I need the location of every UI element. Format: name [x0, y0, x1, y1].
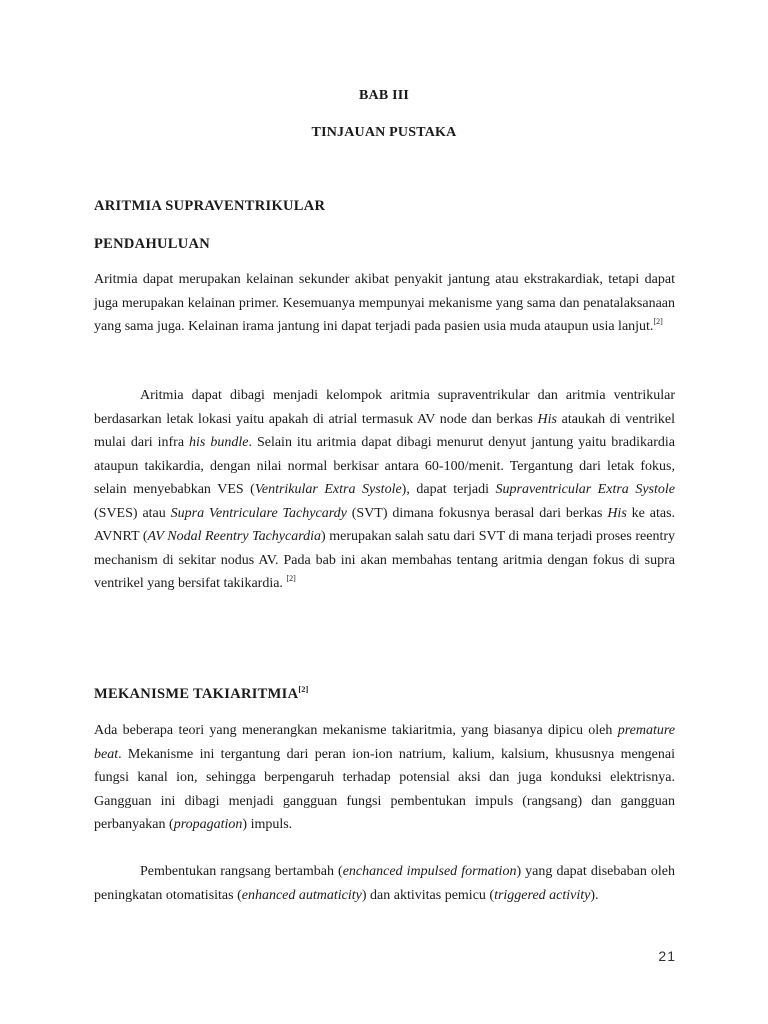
text-run: Ada beberapa teori yang menerangkan mekanisme takiaritmia, yang biasanya dipicu oleh	[94, 723, 618, 738]
mechanism-heading-text: MEKANISME TAKIARITMIA	[94, 686, 299, 702]
text-run: Pembentukan rangsang bertambah (	[140, 864, 343, 879]
italic-term: His	[607, 505, 627, 521]
intro-heading: PENDAHULUAN	[94, 236, 211, 252]
mechanism-heading	[94, 686, 309, 703]
italic-term: propagation	[173, 817, 243, 832]
citation-ref: [2]	[298, 685, 309, 694]
text-run: (SVT) dimana fokusnya berasal dari berkas	[346, 505, 608, 521]
italic-term: Supraventricular Extra Systole	[495, 482, 675, 497]
citation-ref: [2]	[286, 574, 296, 583]
text-run: . Selain itu aritmia dapat dibagi menurut denyut jantung yaitu bradikardia ataupun takikardia, dengan nilai normal berkisar antara 60-100/menit. Tergantung dari letak fokus, selain menyebabkan VES (	[94, 435, 676, 497]
paragraph-intro	[94, 268, 675, 339]
chapter-title: TINJAUAN PUSTAKA	[311, 125, 457, 140]
text-run: ke atas. AVNRT (	[94, 505, 676, 544]
text-run: ) dan aktivitas pemicu (	[361, 887, 495, 903]
chapter-label: BAB III	[358, 88, 410, 103]
text-run: ) merupakan salah satu dari SVT di mana terjadi proses reentry mechanism di sekitar nodus AV. Pada bab ini akan membahas tentang aritmia dengan fokus di supra ventrikel yang bersifat takikardia.	[94, 529, 676, 591]
text-run: . Mekanisme ini tergantung dari peran ion-ion natrium, kalium, kalsium, khususnya mengenai fungsi kanal ion, sehingga berpengaruh terhadap potensial aksi dan juga konduksi elektrisnya. Gangguan ini dibagi menjadi gangguan fungsi pembentukan impuls (rangsang) dan gangguan perbanyakan (	[94, 746, 675, 832]
citation-ref: [2]	[653, 317, 663, 326]
text-run: ).	[590, 887, 599, 903]
italic-term: enchanced impulsed formation	[342, 864, 517, 879]
text-run: ataukah di ventrikel mulai dari infra	[94, 411, 676, 450]
italic-term: His	[537, 411, 557, 427]
italic-term: premature beat	[94, 723, 675, 762]
paragraph-text: Aritmia dapat merupakan kelainan sekunder akibat penyakit jantung atau ekstrakardiak, tetapi dapat juga merupakan kelainan primer. Kesemuanya mempunyai mekanisme yang sama dan penatalaksanaan yang sama juga. Kelainan irama jantung ini dapat terjadi pada pasien usia muda ataupun usia lanjut.	[94, 272, 675, 334]
text-run: ), dapat terjadi	[401, 482, 496, 497]
page-number: 21	[658, 948, 676, 964]
italic-term: his bundle	[189, 435, 249, 450]
italic-term: enhanced autmaticity	[241, 887, 362, 903]
paragraph-classification	[94, 384, 675, 596]
paragraph-impulse-formation	[94, 860, 675, 907]
italic-term: Supra Ventriculare Tachycardy	[170, 505, 347, 521]
italic-term: Ventrikular Extra Systole	[254, 482, 402, 497]
paragraph-mechanism	[94, 719, 675, 837]
text-run: (SVES) atau	[94, 505, 171, 521]
section-heading: ARITMIA SUPRAVENTRIKULAR	[94, 198, 326, 214]
text-run: ) yang dapat disebaban oleh peningkatan otomatisitas (	[94, 864, 675, 903]
italic-term: triggered activity	[494, 887, 591, 903]
italic-term: AV Nodal Reentry Tachycardia	[147, 529, 322, 544]
text-run: Aritmia dapat dibagi menjadi kelompok aritmia supraventrikular dan aritmia ventrikular berdasarkan letak lokasi yaitu apakah di atrial termasuk AV node dan berkas	[94, 388, 675, 427]
text-run: ) impuls.	[242, 817, 293, 832]
